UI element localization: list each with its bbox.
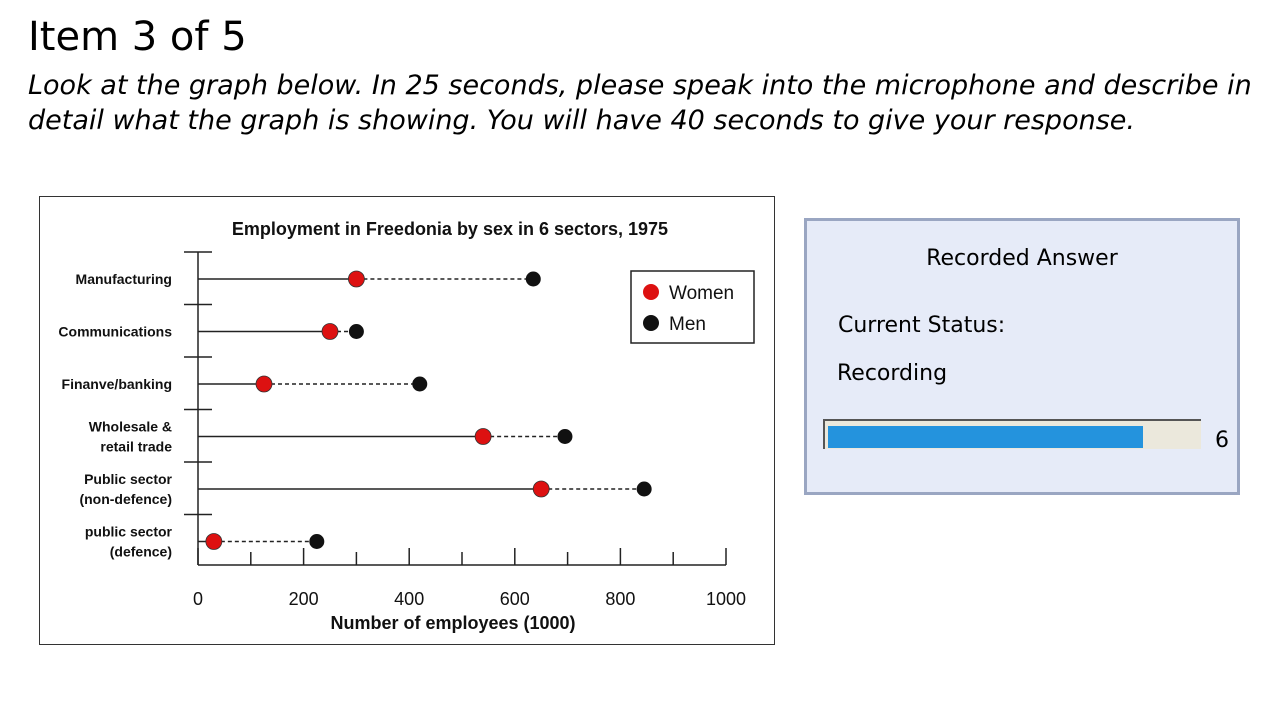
- category-label: retail trade: [100, 438, 172, 455]
- chart-frame: [39, 196, 775, 645]
- legend-women-label: Women: [669, 283, 735, 304]
- recording-progress-fill: [828, 426, 1143, 448]
- legend-men-marker: [643, 315, 659, 331]
- category-label: Communications: [58, 323, 172, 340]
- x-tick-label: 0: [192, 589, 204, 609]
- recorder-panel: [804, 218, 1240, 495]
- women-point: [533, 481, 549, 497]
- category-label: Manufacturing: [75, 271, 172, 287]
- women-point: [206, 534, 222, 550]
- women-point: [348, 271, 364, 287]
- men-point: [412, 377, 427, 392]
- category-label: Wholesale &: [88, 418, 172, 435]
- men-point: [637, 482, 652, 497]
- legend-women-marker: [643, 284, 659, 300]
- category-label: Finanve/banking: [61, 376, 172, 392]
- progress-count: 6: [1215, 428, 1229, 453]
- status-label: Current Status:: [838, 313, 1006, 338]
- women-point: [475, 429, 491, 445]
- x-tick-label: 600: [499, 589, 530, 609]
- men-point: [557, 429, 572, 444]
- x-tick-label: 800: [605, 589, 636, 609]
- men-point: [526, 272, 541, 287]
- women-point: [322, 324, 338, 340]
- status-value: Recording: [837, 361, 948, 386]
- category-label: public sector: [84, 523, 172, 540]
- men-point: [309, 534, 324, 549]
- item-title: Item 3 of 5: [28, 14, 247, 60]
- category-label: (defence): [109, 543, 172, 560]
- chart-legend: [631, 271, 754, 343]
- men-point: [349, 324, 364, 339]
- x-tick-label: 1000: [705, 589, 747, 609]
- x-tick-label: 200: [288, 589, 319, 609]
- x-tick-label: 400: [394, 589, 425, 609]
- women-point: [256, 376, 272, 392]
- chart-title: Employment in Freedonia by sex in 6 sectors, 1975: [231, 219, 669, 239]
- recorder-title: Recorded Answer: [926, 246, 1118, 271]
- category-label: Public sector: [84, 471, 172, 487]
- category-label: (non-defence): [79, 491, 172, 507]
- legend-men-label: Men: [669, 314, 706, 335]
- instructions-text: Look at the graph below. In 25 seconds, please speak into the microphone and describe in detail what the graph is showing. You will have 40 seconds to give your response.: [28, 70, 1252, 136]
- recording-progress-bar: [823, 419, 1201, 449]
- x-axis-label: Number of employees (1000): [330, 613, 576, 633]
- employment-chart: [40, 197, 776, 646]
